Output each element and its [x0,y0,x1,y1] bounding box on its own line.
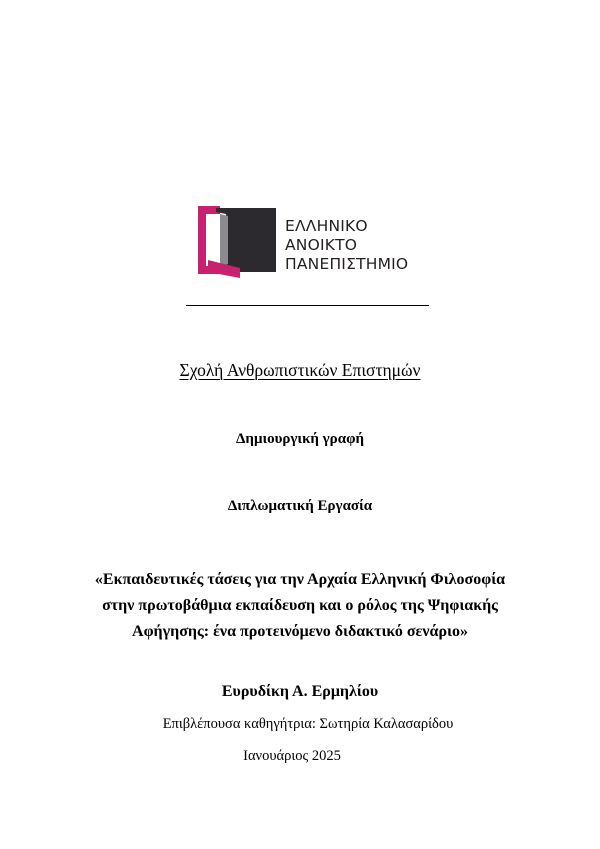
university-name-line-3: ΠΑΝΕΠΙΣΤΗΜΙΟ [285,255,409,273]
submission-date: Ιανουάριος 2025 [243,748,341,764]
thesis-title-line-3: Αφήγησης: ένα προτεινόμενο διδακτικό σενάριο» [132,623,468,640]
university-name-line-2: ΑΝΟΙΚΤΟ [285,236,358,254]
thesis-title [0,567,600,645]
school-name: Σχολή Ανθρωπιστικών Επιστημών [179,360,421,380]
program-name: Δημιουργική γραφή [236,431,364,447]
thesis-title-line-1: «Εκπαιδευτικές τάσεις για την Αρχαία Ελληνική Φιλοσοφία [94,571,506,588]
document-type: Διπλωματική Εργασία [227,498,373,514]
university-name-line-1: ΕΛΛΗΝΙΚΟ [285,217,368,235]
horizontal-rule [186,305,429,306]
university-logo-mark-icon [196,202,280,278]
author-name: Ευρυδίκη Α. Ερμηλίου [221,683,379,700]
thesis-title-line-2: στην πρωτοβάθμια εκπαίδευση και ο ρόλος της Ψηφιακής [102,597,498,614]
supervisor: Επιβλέπουσα καθηγήτρια: Σωτηρία Καλασαρίδου [162,716,454,732]
university-logo [196,202,426,278]
university-name [285,217,408,274]
